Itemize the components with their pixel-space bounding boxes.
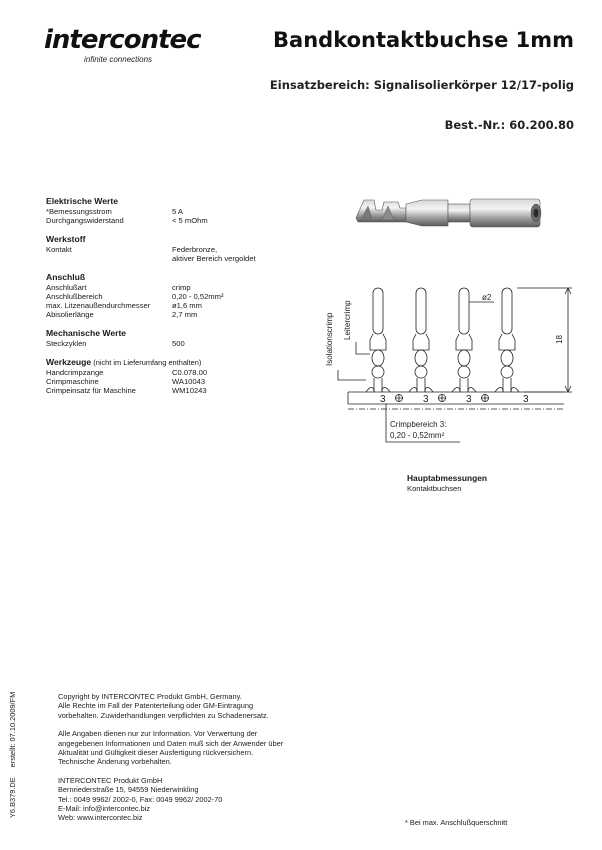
spec-key: max. Litzenaußendurchmesser <box>46 301 151 310</box>
insulation-crimp-label: Isolationscrimp <box>325 312 334 366</box>
company-logo <box>44 26 201 64</box>
spec-row <box>46 339 296 348</box>
logo-brand: intercontec <box>44 25 201 55</box>
doc-code: Y6.B379.DE <box>8 777 17 818</box>
spec-value: WA10043 <box>172 377 206 386</box>
spec-section <box>46 196 296 225</box>
spec-row <box>46 310 296 319</box>
spec-value: aktiver Bereich vergoldet <box>172 254 256 263</box>
spec-key: Crimpeinsatz für Maschine <box>46 386 136 395</box>
pitch-label-3: 3 <box>466 394 472 405</box>
footer-line: angegebenen Informationen und Daten muß sich der Anwender über <box>58 738 284 748</box>
spec-key: Abisolierlänge <box>46 310 94 319</box>
document-code <box>8 682 17 818</box>
order-number: Best.-Nr.: 60.200.80 <box>444 118 574 132</box>
spec-row <box>46 301 296 310</box>
logo-tagline: infinite connections <box>84 55 153 64</box>
spec-key <box>46 254 172 263</box>
spec-row <box>46 292 296 301</box>
crimp-range-value: 0,20 - 0,52mm² <box>390 431 445 440</box>
drawing-contact-2 <box>409 288 433 392</box>
footer-line: Tel.: 0049 9962/ 2002-0, Fax: 0049 9962/ 2002-70 <box>58 794 223 804</box>
spec-value: Federbronze, <box>172 245 218 254</box>
crimp-range-label: Crimpbereich 3: <box>390 420 447 429</box>
footer-line: Alle Angaben dienen nur zur Information. Vor Verwertung der <box>58 729 258 739</box>
conductor-crimp-label: Leitercrimp <box>343 300 352 340</box>
spec-row <box>46 368 296 377</box>
footer-line: Bernriederstraße 15, 94559 Niederwinkling <box>58 785 199 795</box>
spec-value: WM10243 <box>172 386 207 395</box>
height-dimension-label: 18 <box>555 335 564 344</box>
spec-section <box>46 272 296 319</box>
spec-row <box>46 386 296 395</box>
spec-value: < 5 mOhm <box>172 216 208 225</box>
diameter-label: ø2 <box>482 293 492 302</box>
footer <box>58 692 358 832</box>
spec-value: C0.078.00 <box>172 368 208 377</box>
spec-section <box>46 328 296 348</box>
footer-copyright <box>58 692 358 720</box>
spec-key: Anschlußbereich <box>46 292 103 301</box>
footer-line: Alle Rechte im Fall der Patenterteilung oder GM-Eintragung <box>58 701 254 711</box>
spec-value: 500 <box>172 339 185 348</box>
spec-heading: Mechanische Werte <box>46 328 127 338</box>
spec-key: Kontakt <box>46 245 72 254</box>
drawing-contact-1 <box>366 288 390 392</box>
footer-disclaimer <box>58 729 358 767</box>
footer-line: Web: www.intercontec.biz <box>58 813 143 823</box>
footer-address <box>58 776 358 823</box>
specifications <box>46 196 296 395</box>
pitch-label-2: 3 <box>423 394 429 405</box>
footnote: * Bei max. Anschlußquerschnitt <box>405 818 508 827</box>
spec-heading: Anschluß <box>46 272 86 282</box>
page-subtitle: Einsatzbereich: Signalisolierkörper 12/17-polig <box>269 78 574 92</box>
spec-row <box>46 283 296 292</box>
spec-key: Handcrimpzange <box>46 368 104 377</box>
page-title: Bandkontaktbuchse 1mm <box>273 28 574 52</box>
spec-row <box>46 207 296 216</box>
spec-heading: Elektrische Werte <box>46 196 118 206</box>
spec-row <box>46 377 296 386</box>
spec-row <box>46 216 296 225</box>
spec-heading: Werkstoff <box>46 234 86 244</box>
footer-line: vorbehalten. Zuwiderhandlungen verpflichten zu Schadenersatz. <box>58 710 269 720</box>
spec-value: ø1,6 mm <box>172 301 202 310</box>
spec-value: crimp <box>172 283 191 292</box>
spec-key: Crimpmaschine <box>46 377 99 386</box>
footer-line: INTERCONTEC Produkt GmbH <box>58 775 163 785</box>
created-date: erstellt: 07.10.2009/FM <box>8 691 17 768</box>
spec-row <box>46 254 296 263</box>
spec-key: Durchgangswiderstand <box>46 216 124 225</box>
spec-key: *Bemessungsstrom <box>46 207 112 216</box>
spec-value: 0,20 - 0,52mm² <box>172 292 224 301</box>
footer-line: Technische Änderung vorbehalten. <box>58 757 172 767</box>
dimensions-caption <box>407 473 487 494</box>
spec-key: Anschlußart <box>46 283 87 292</box>
footer-line: E-Mail: info@intercontec.biz <box>58 804 151 814</box>
drawing-contact-4 <box>495 288 519 392</box>
drawing-contact-3 <box>452 288 476 392</box>
spec-key: Steckzyklen <box>46 339 87 348</box>
spec-value: 5 A <box>172 207 183 216</box>
spec-row <box>46 245 296 254</box>
spec-heading: Werkzeuge (nicht im Lieferumfang enthalten) <box>46 357 202 367</box>
dimensions-title: Hauptabmessungen <box>407 473 488 483</box>
spec-section <box>46 234 296 263</box>
technical-drawing <box>318 282 582 447</box>
dimensions-subtitle: Kontaktbuchsen <box>407 484 462 493</box>
pitch-label-4: 3 <box>523 394 529 405</box>
footer-line: Aktualität und Gültigkeit dieser Ausfertigung rückversichern. <box>58 748 254 758</box>
spec-section <box>46 357 296 395</box>
pitch-label-1: 3 <box>380 394 386 405</box>
spec-value: 2,7 mm <box>172 310 198 319</box>
contact-illustration <box>352 188 552 238</box>
footer-line: Copyright by INTERCONTEC Produkt GmbH, Germany. <box>58 692 242 701</box>
